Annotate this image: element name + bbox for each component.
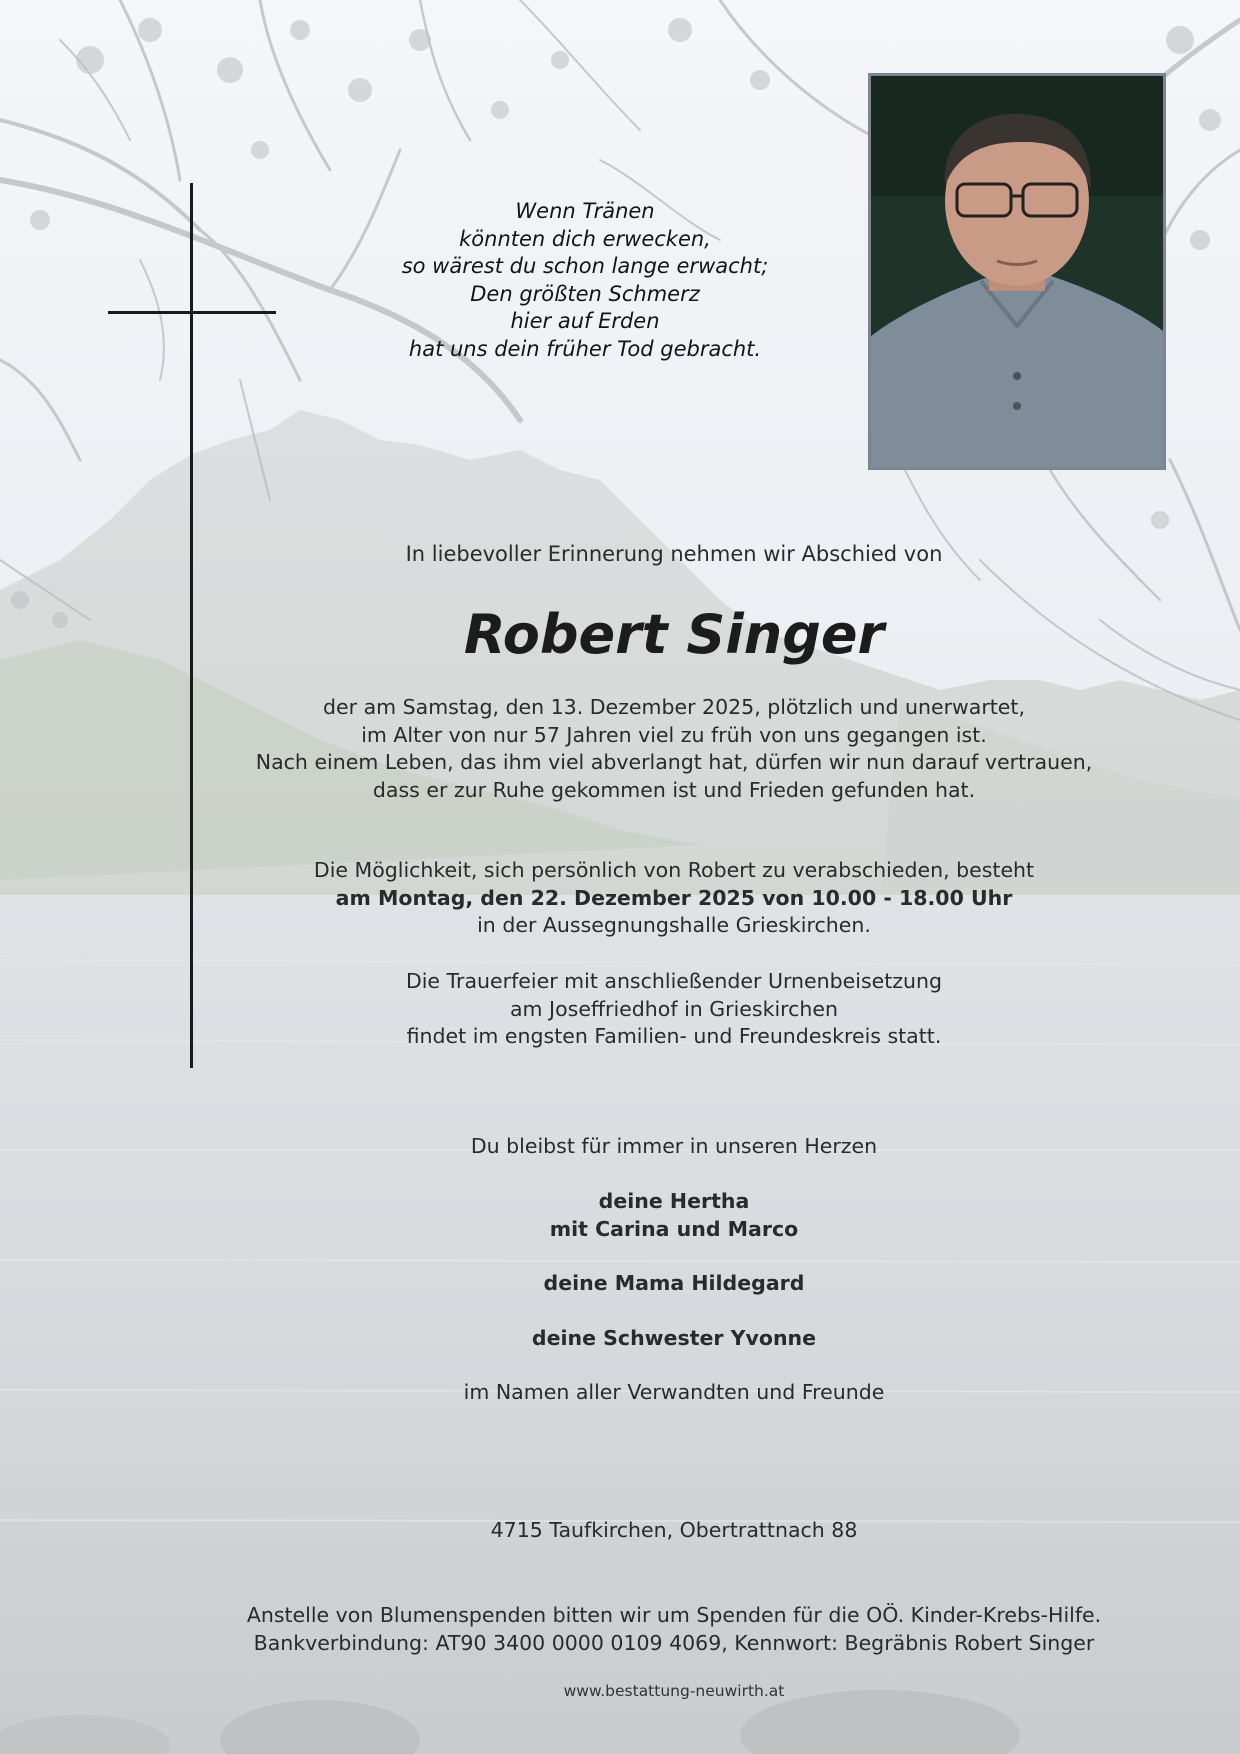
portrait-photo (868, 73, 1166, 470)
ceremony-line: findet im engsten Familien- und Freundeskreis statt. (406, 1024, 942, 1048)
cross-horizontal (108, 311, 276, 314)
deceased-name: Robert Singer (463, 603, 885, 666)
ceremony-info (0, 968, 1240, 1051)
portrait-photo-icon (871, 76, 1163, 467)
donation-line: Anstelle von Blumenspenden bitten wir um Spenden für die OÖ. Kinder-Krebs-Hilfe. (246, 1603, 1102, 1627)
farewell-line: Die Möglichkeit, sich persönlich von Robert zu verabschieden, besteht (313, 858, 1035, 882)
signature-sister: deine Schwester Yvonne (531, 1326, 817, 1350)
heart-line: Du bleibst für immer in unseren Herzen (470, 1134, 878, 1158)
poem-line: könnten dich erwecken, (459, 226, 711, 251)
farewell-info (0, 857, 1240, 940)
death-notice (0, 694, 1240, 804)
donation-bank-line: Bankverbindung: AT90 3400 0000 0109 4069, Kennwort: Begräbnis Robert Singer (253, 1630, 1095, 1655)
ceremony-line: am Joseffriedhof in Grieskirchen (510, 996, 838, 1021)
signature-wife: deine Hertha (598, 1189, 750, 1213)
farewell-date: am Montag, den 22. Dezember 2025 von 10.00 - 18.00 Uhr (335, 885, 1013, 910)
intro-text: In liebevoller Erinnerung nehmen wir Abschied von (405, 542, 943, 566)
farewell-location: in der Aussegnungshalle Grieskirchen. (477, 913, 871, 937)
signature-mother: deine Mama Hildegard (543, 1271, 805, 1295)
poem-line: hier auf Erden (510, 309, 660, 333)
death-notice-line: der am Samstag, den 13. Dezember 2025, plötzlich und unerwartet, (323, 695, 1025, 719)
poem (330, 198, 840, 363)
signature-children: mit Carina und Marco (549, 1216, 799, 1241)
death-notice-line: dass er zur Ruhe gekommen ist und Frieden gefunden hat. (372, 777, 976, 802)
address: 4715 Taufkirchen, Obertrattnach 88 (490, 1518, 858, 1542)
website-link[interactable]: www.bestattung-neuwirth.at (563, 1682, 785, 1700)
poem-line: Den größten Schmerz (470, 281, 700, 306)
donation-info (0, 1602, 1240, 1657)
poem-line: Wenn Tränen (515, 199, 655, 223)
all-relatives: im Namen aller Verwandten und Freunde (463, 1380, 885, 1404)
poem-line: so wärest du schon lange erwacht; (401, 254, 769, 278)
poem-line: hat uns dein früher Tod gebracht. (408, 336, 762, 361)
death-notice-line: im Alter von nur 57 Jahren viel zu früh von uns gegangen ist. (361, 722, 987, 747)
signature-wife-children (0, 1188, 1240, 1243)
death-notice-line: Nach einem Leben, das ihm viel abverlangt hat, dürfen wir nun darauf vertrauen, (255, 750, 1093, 774)
ceremony-line: Die Trauerfeier mit anschließender Urnenbeisetzung (405, 969, 943, 993)
